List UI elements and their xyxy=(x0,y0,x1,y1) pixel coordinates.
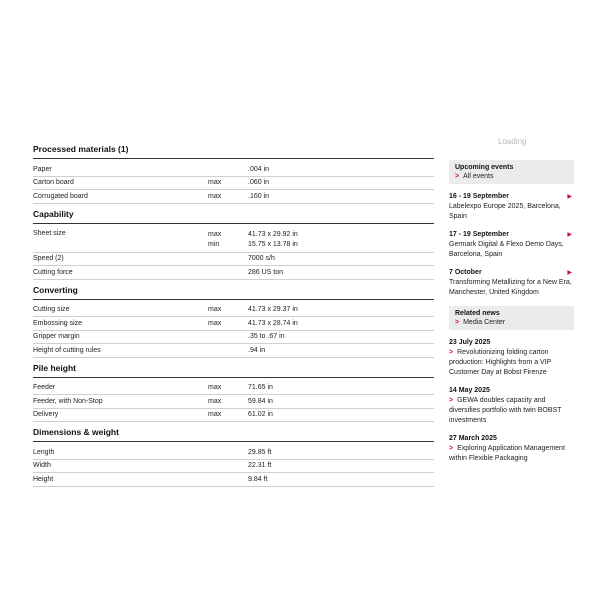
spec-value: 59.84 in xyxy=(248,397,273,405)
section-title: Processed materials (1) xyxy=(33,144,434,159)
section-converting xyxy=(33,285,434,358)
spec-row xyxy=(33,331,434,345)
spec-qualifier: max xyxy=(208,319,222,327)
event-date: 17 - 19 September xyxy=(449,231,509,238)
spec-name: Cutting force xyxy=(33,268,73,276)
spec-row xyxy=(33,473,434,487)
spec-row xyxy=(33,460,434,474)
spec-name: Delivery xyxy=(33,411,59,419)
play-arrow-icon: ▶ xyxy=(567,232,572,238)
related-news-box xyxy=(449,306,574,330)
spec-name: Height of cutting rules xyxy=(33,346,101,354)
spec-value: 71.65 in xyxy=(248,384,273,392)
spec-row xyxy=(33,446,434,460)
spec-value: 7000 s/h xyxy=(248,255,275,263)
media-center-link[interactable] xyxy=(455,319,568,326)
news-date: 14 May 2025 xyxy=(449,387,490,394)
chevron-right-icon: > xyxy=(449,349,454,356)
spec-name: Embossing size xyxy=(33,319,83,327)
spec-value: .004 in xyxy=(248,165,270,173)
spec-name: Gripper margin xyxy=(33,333,80,341)
spec-name: Feeder xyxy=(33,384,56,392)
upcoming-events-title: Upcoming events xyxy=(455,164,514,171)
spec-value: 15.75 x 13.78 in xyxy=(248,240,298,248)
section-title: Capability xyxy=(33,209,434,224)
news-title: Revolutionizing folding carton production: Highlights from a VIP Customer Day at Bobst Firenze xyxy=(449,349,552,376)
section-pile-height xyxy=(33,363,434,423)
spec-value: 41.73 x 28.74 in xyxy=(248,319,298,327)
spec-qualifier: max xyxy=(208,179,222,187)
spec-value: 29.85 ft xyxy=(248,448,272,456)
news-title: GEWA doubles capacity and diversifies portfolio with twin BOBST investments xyxy=(449,397,562,424)
news-link[interactable] xyxy=(449,348,574,378)
event-title: Transforming Metallizing for a New Era, Manchester, United Kingdom xyxy=(449,279,572,296)
spec-name: Paper xyxy=(33,165,52,173)
section-dimensions-weight xyxy=(33,427,434,487)
spec-value: 286 US ton xyxy=(248,268,284,276)
news-item xyxy=(449,434,574,464)
news-title: Exploring Application Management within Flexible Packaging xyxy=(449,445,565,462)
all-events-label: All events xyxy=(463,173,494,180)
chevron-right-icon: > xyxy=(455,173,460,180)
spec-row xyxy=(33,344,434,358)
news-link[interactable] xyxy=(449,396,574,426)
spec-name: Corrugated board xyxy=(33,192,88,200)
spec-name: Speed (2) xyxy=(33,255,64,263)
section-title: Converting xyxy=(33,285,434,300)
spec-qualifier: max xyxy=(208,306,222,314)
spec-name: Sheet size xyxy=(33,229,66,237)
technical-specs xyxy=(33,144,434,492)
news-date: 23 July 2025 xyxy=(449,339,491,346)
spec-row xyxy=(33,266,434,280)
section-capability xyxy=(33,209,434,280)
media-center-label: Media Center xyxy=(463,319,506,326)
spec-row xyxy=(33,253,434,267)
spec-qualifier: max xyxy=(208,411,222,419)
spec-row xyxy=(33,304,434,318)
all-events-link[interactable] xyxy=(455,173,568,180)
spec-name: Cutting size xyxy=(33,306,70,314)
spec-row xyxy=(33,395,434,409)
chevron-right-icon: > xyxy=(449,397,454,404)
event-title: Germark Digital & Flexo Demo Days, Barcelona, Spain xyxy=(449,241,564,258)
upcoming-events-box xyxy=(449,160,574,184)
spec-value: 41.73 x 29.92 in xyxy=(248,230,298,238)
spec-name: Length xyxy=(33,448,55,456)
spec-value: 41.73 x 29.37 in xyxy=(248,306,298,314)
spec-row xyxy=(33,190,434,204)
play-arrow-icon: ▶ xyxy=(567,194,572,200)
spec-qualifier: min xyxy=(208,240,220,248)
section-title: Dimensions & weight xyxy=(33,427,434,442)
spec-name: Width xyxy=(33,462,51,470)
spec-name: Feeder, with Non-Stop xyxy=(33,397,103,405)
spec-row-sheet-size xyxy=(33,228,434,253)
spec-qualifier: max xyxy=(208,230,222,238)
play-arrow-icon: ▶ xyxy=(567,270,572,276)
spec-value: 9.84 ft xyxy=(248,475,268,483)
spec-row xyxy=(33,382,434,396)
spec-row xyxy=(33,163,434,177)
event-date: 7 October xyxy=(449,269,482,276)
spec-qualifier: max xyxy=(208,397,222,405)
spec-value: 22.31 ft xyxy=(248,462,272,470)
spec-name: Height xyxy=(33,475,54,483)
spec-value: .35 to .67 in xyxy=(248,333,285,341)
news-link[interactable] xyxy=(449,444,574,464)
spec-qualifier: max xyxy=(208,192,222,200)
spec-row xyxy=(33,409,434,423)
spec-qualifier: max xyxy=(208,384,222,392)
event-date: 16 - 19 September xyxy=(449,193,509,200)
chevron-right-icon: > xyxy=(449,445,454,452)
spec-name: Carton board xyxy=(33,179,74,187)
loading-indicator: Loading xyxy=(498,137,527,146)
news-item xyxy=(449,386,574,426)
spec-value: .060 in xyxy=(248,179,270,187)
event-item[interactable] xyxy=(449,268,574,298)
event-title: Labelexpo Europe 2025, Barcelona, Spain xyxy=(449,203,561,220)
sidebar xyxy=(449,160,574,464)
event-item[interactable] xyxy=(449,192,574,222)
news-item xyxy=(449,338,574,378)
section-title: Pile height xyxy=(33,363,434,378)
event-item[interactable] xyxy=(449,230,574,260)
spec-value: .160 in xyxy=(248,192,270,200)
related-news-title: Related news xyxy=(455,310,500,317)
spec-row xyxy=(33,317,434,331)
spec-value: 61.02 in xyxy=(248,411,273,419)
spec-row xyxy=(33,177,434,191)
chevron-right-icon: > xyxy=(455,319,460,326)
spec-value: .94 in xyxy=(248,346,266,354)
section-processed-materials xyxy=(33,144,434,204)
news-date: 27 March 2025 xyxy=(449,435,497,442)
